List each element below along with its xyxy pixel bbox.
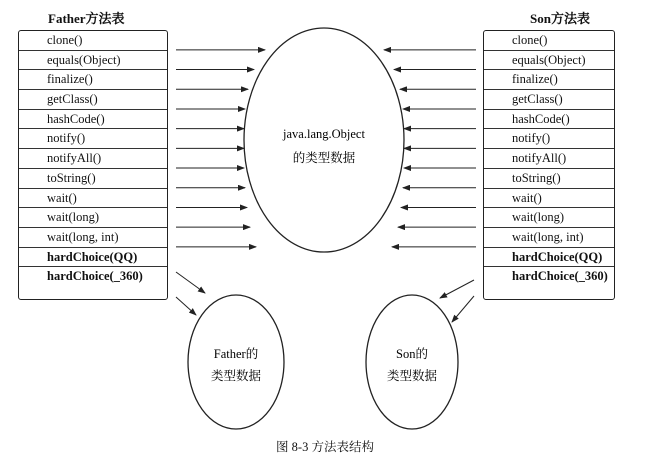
object-ellipse-line2: 的类型数据 (292, 151, 356, 165)
father-ellipse-line2: 类型数据 (210, 369, 262, 383)
son-table-row: equals(Object) (484, 51, 614, 71)
father-table-row: equals(Object) (19, 51, 167, 71)
son-ellipse-line2: 类型数据 (386, 369, 438, 383)
son-table-row: wait(long) (484, 208, 614, 228)
father-table-row: hardChoice(QQ) (19, 248, 167, 268)
son-table-row: wait(long, int) (484, 228, 614, 248)
son-table-row: finalize() (484, 70, 614, 90)
father-type-data-ellipse (188, 295, 284, 429)
son-table-row: notify() (484, 129, 614, 149)
son-table-row: hardChoice(QQ) (484, 248, 614, 268)
father-table-row: finalize() (19, 70, 167, 90)
reference-arrow (176, 297, 196, 315)
father-table-row: hashCode() (19, 110, 167, 130)
reference-arrow (452, 296, 474, 322)
object-ellipse-line1: java.lang.Object (283, 127, 365, 141)
father-table-row: wait() (19, 189, 167, 209)
son-ellipse-line1: Son的 (396, 347, 428, 361)
father-table-row: notify() (19, 129, 167, 149)
figure-caption: 图 8-3 方法表结构 (276, 440, 374, 454)
reference-arrow (440, 280, 474, 298)
son-table-title: Son方法表 (530, 11, 590, 26)
son-table-row: toString() (484, 169, 614, 189)
father-table-row: clone() (19, 31, 167, 51)
father-table-row: toString() (19, 169, 167, 189)
son-table-row: hashCode() (484, 110, 614, 130)
son-table-row: getClass() (484, 90, 614, 110)
father-table-row: wait(long, int) (19, 228, 167, 248)
son-table-row: hardChoice(_360) (512, 269, 608, 284)
father-table-row: getClass() (19, 90, 167, 110)
father-table-row: hardChoice(_360) (47, 269, 143, 284)
son-table-row: notifyAll() (484, 149, 614, 169)
son-table-row: clone() (484, 31, 614, 51)
father-ellipse-line1: Father的 (213, 347, 259, 361)
father-table-title: Father方法表 (48, 11, 125, 26)
son-type-data-ellipse (366, 295, 458, 429)
reference-arrow (176, 272, 205, 293)
son-table-row: wait() (484, 189, 614, 209)
father-table-row: wait(long) (19, 208, 167, 228)
father-table-row: notifyAll() (19, 149, 167, 169)
